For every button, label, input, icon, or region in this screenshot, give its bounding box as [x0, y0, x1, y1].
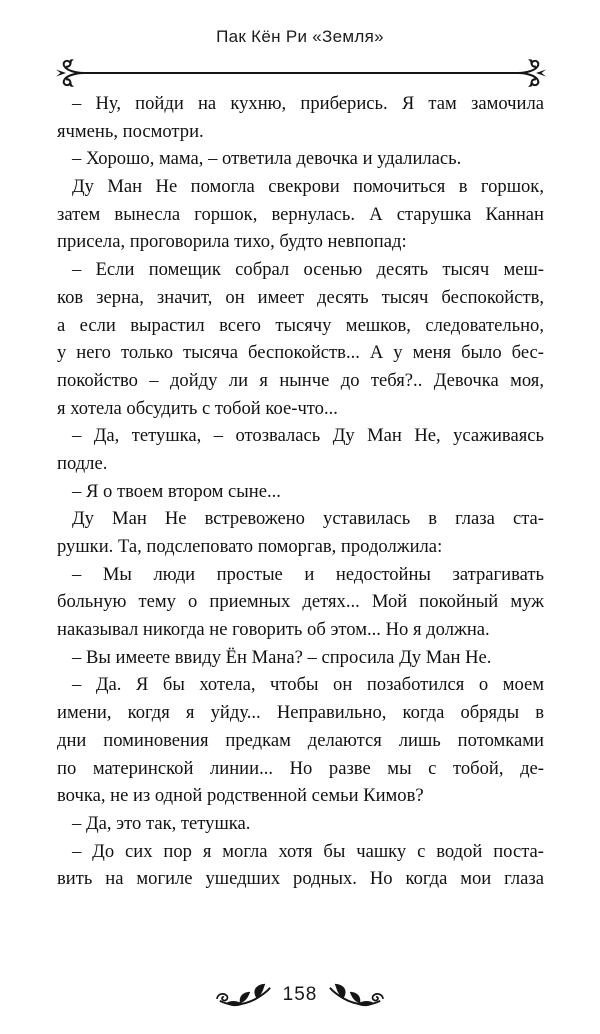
- text-line: вочка, не из одной родственной семьи Кимов?: [57, 785, 424, 807]
- text-line: – Да, тетушка, – отозвалась Ду Ман Не, усаживаясь: [72, 425, 544, 447]
- leaf-flourish-icon: [214, 982, 272, 1008]
- text-line: а если вырастил всего тысячу мешков, следовательно,: [57, 314, 544, 336]
- divider-rule: [81, 72, 521, 74]
- text-line: имени, когдя я уйду... Неправильно, когда обряды в: [57, 702, 544, 724]
- text-line: – Да, это так, тетушка.: [72, 812, 251, 834]
- text-line: больную тему о приемных детях... Мой покойный муж: [57, 591, 544, 613]
- text-line: Ду Ман Не встревожено уставилась в глаза ста-: [72, 508, 544, 530]
- text-line: – До сих пор я могла хотя бы чашку с водой поста-: [72, 840, 544, 862]
- text-line: у него только тысяча беспокойств... А у меня было бес-: [57, 342, 544, 364]
- scroll-knot-icon: [55, 57, 85, 89]
- text-line: – Ну, пойди на кухню, приберись. Я там замочила: [72, 93, 544, 114]
- scroll-knot-icon: [517, 57, 547, 89]
- text-line: – Хорошо, мама, – ответила девочка и удалилась.: [72, 148, 462, 170]
- text-line: присела, проговорила тихо, будто невпопад:: [57, 231, 407, 253]
- text-line: вить на могиле ушедших родных. Но когда мои глаза: [57, 868, 544, 890]
- text-line: я хотела обсудить с тобой кое-что...: [57, 397, 338, 419]
- text-line: – Мы люди простые и недостойны затрагивать: [72, 563, 544, 585]
- text-line: подле.: [57, 452, 108, 474]
- text-line: дни поминовения предкам делаются лишь потомками: [57, 729, 544, 751]
- page-number: 158: [282, 984, 318, 1005]
- text-line: ячмень, посмотри.: [57, 120, 204, 142]
- text-line: ков зерна, значит, он имеет десять тысяч беспокойств,: [57, 286, 544, 308]
- text-line: – Я о твоем втором сыне...: [72, 480, 281, 502]
- text-line: – Вы имеете ввиду Ён Мана? – спросила Ду Ман Не.: [72, 646, 492, 668]
- text-line: покойство – дойду ли я нынче до тебя?.. Девочка моя,: [57, 369, 544, 391]
- text-line: Ду Ман Не помогла свекрови помочиться в горшок,: [72, 176, 544, 198]
- page-footer: [0, 978, 600, 1012]
- text-line: затем вынесла горшок, вернулась. А старушка Каннан: [57, 203, 544, 225]
- running-header-title: Пак Кён Ри «Земля»: [216, 27, 384, 46]
- header-divider: [55, 57, 547, 89]
- text-line: рушки. Та, подслеповато поморгав, продолжила:: [57, 536, 443, 557]
- text-line: наказывал никогда не говорить об этом... Но я должна.: [57, 619, 490, 641]
- text-line: – Да. Я бы хотела, чтобы он позаботился о моем: [72, 674, 544, 696]
- page-body-text: [57, 90, 544, 893]
- text-line: по материнской линии... Но разве мы с тобой, де-: [57, 757, 544, 779]
- leaf-flourish-icon: [328, 982, 386, 1008]
- text-line: – Если помещик собрал осенью десять тысяч меш-: [72, 259, 544, 281]
